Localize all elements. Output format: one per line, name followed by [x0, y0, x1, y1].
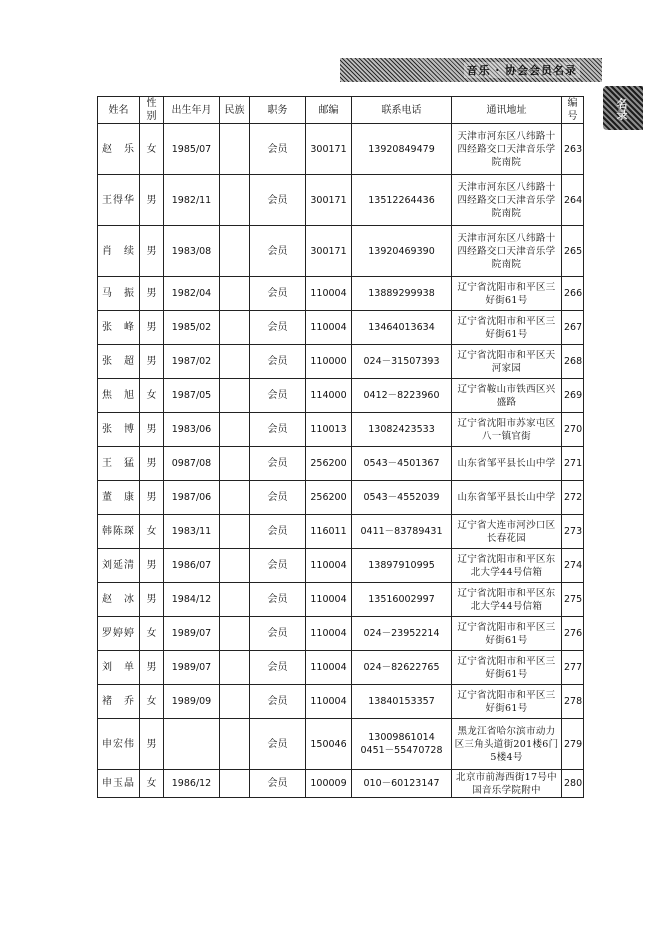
cell-name: 刘延清 — [98, 549, 140, 583]
cell-number: 272 — [562, 481, 584, 515]
cell-birth: 0987/08 — [164, 447, 220, 481]
cell-birth: 1987/02 — [164, 345, 220, 379]
table-row — [98, 549, 584, 583]
col-header-number: 编号 — [562, 97, 584, 124]
cell-ethnic — [220, 413, 250, 447]
col-header-gender: 性别 — [140, 97, 164, 124]
cell-phone: 024－82622765 — [352, 651, 452, 685]
cell-ethnic — [220, 345, 250, 379]
cell-gender: 男 — [140, 549, 164, 583]
cell-zip: 110004 — [306, 617, 352, 651]
cell-gender: 男 — [140, 413, 164, 447]
cell-zip: 110004 — [306, 583, 352, 617]
cell-ethnic — [220, 311, 250, 345]
cell-phone: 13516002997 — [352, 583, 452, 617]
cell-role: 会员 — [250, 617, 306, 651]
cell-phone: 010－60123147 — [352, 770, 452, 798]
cell-zip: 110004 — [306, 685, 352, 719]
cell-number: 265 — [562, 226, 584, 277]
table-row — [98, 311, 584, 345]
cell-birth — [164, 719, 220, 770]
cell-phone: 024－31507393 — [352, 345, 452, 379]
cell-birth: 1982/11 — [164, 175, 220, 226]
cell-phone: 13889299938 — [352, 277, 452, 311]
cell-number: 266 — [562, 277, 584, 311]
cell-birth: 1989/09 — [164, 685, 220, 719]
cell-gender: 男 — [140, 175, 164, 226]
cell-role: 会员 — [250, 413, 306, 447]
cell-phone: 024－23952214 — [352, 617, 452, 651]
page-header-band — [340, 58, 602, 82]
cell-birth: 1983/11 — [164, 515, 220, 549]
cell-address: 辽宁省沈阳市和平区三好街61号 — [452, 311, 562, 345]
cell-zip: 110000 — [306, 345, 352, 379]
cell-address: 天津市河东区八纬路十四经路交口天津音乐学院南院 — [452, 124, 562, 175]
cell-gender: 女 — [140, 379, 164, 413]
cell-number: 279 — [562, 719, 584, 770]
cell-ethnic — [220, 583, 250, 617]
cell-ethnic — [220, 379, 250, 413]
cell-name: 申玉晶 — [98, 770, 140, 798]
cell-number: 263 — [562, 124, 584, 175]
cell-birth: 1984/12 — [164, 583, 220, 617]
cell-role: 会员 — [250, 583, 306, 617]
cell-gender: 男 — [140, 226, 164, 277]
cell-zip: 110004 — [306, 311, 352, 345]
cell-number: 275 — [562, 583, 584, 617]
cell-address: 辽宁省大连市河沙口区长春花园 — [452, 515, 562, 549]
cell-ethnic — [220, 447, 250, 481]
cell-name: 刘 单 — [98, 651, 140, 685]
cell-birth: 1989/07 — [164, 651, 220, 685]
cell-phone: 13920469390 — [352, 226, 452, 277]
cell-number: 274 — [562, 549, 584, 583]
cell-name: 罗婷婷 — [98, 617, 140, 651]
cell-name: 赵 乐 — [98, 124, 140, 175]
cell-zip: 100009 — [306, 770, 352, 798]
cell-gender: 男 — [140, 447, 164, 481]
cell-ethnic — [220, 685, 250, 719]
cell-name: 王 猛 — [98, 447, 140, 481]
cell-number: 269 — [562, 379, 584, 413]
cell-gender: 男 — [140, 583, 164, 617]
cell-ethnic — [220, 226, 250, 277]
cell-phone: 13082423533 — [352, 413, 452, 447]
cell-name: 申宏伟 — [98, 719, 140, 770]
cell-number: 278 — [562, 685, 584, 719]
cell-birth: 1987/06 — [164, 481, 220, 515]
table-row — [98, 617, 584, 651]
cell-birth: 1985/02 — [164, 311, 220, 345]
cell-ethnic — [220, 770, 250, 798]
cell-number: 276 — [562, 617, 584, 651]
cell-birth: 1982/04 — [164, 277, 220, 311]
table-row — [98, 226, 584, 277]
cell-role: 会员 — [250, 447, 306, 481]
cell-phone: 0543－4501367 — [352, 447, 452, 481]
cell-ethnic — [220, 124, 250, 175]
cell-name: 焦 旭 — [98, 379, 140, 413]
cell-name: 韩陈琛 — [98, 515, 140, 549]
cell-gender: 女 — [140, 515, 164, 549]
cell-name: 董 康 — [98, 481, 140, 515]
cell-gender: 男 — [140, 311, 164, 345]
col-header-phone: 联系电话 — [352, 97, 452, 124]
side-thumb-tab — [603, 86, 643, 130]
cell-role: 会员 — [250, 549, 306, 583]
cell-role: 会员 — [250, 311, 306, 345]
cell-address: 天津市河东区八纬路十四经路交口天津音乐学院南院 — [452, 226, 562, 277]
cell-phone: 0412－8223960 — [352, 379, 452, 413]
cell-gender: 女 — [140, 617, 164, 651]
cell-ethnic — [220, 651, 250, 685]
table-row — [98, 345, 584, 379]
cell-zip: 256200 — [306, 481, 352, 515]
cell-name: 褚 乔 — [98, 685, 140, 719]
table-row — [98, 770, 584, 798]
cell-address: 辽宁省沈阳市和平区三好街61号 — [452, 277, 562, 311]
cell-number: 268 — [562, 345, 584, 379]
table-row — [98, 277, 584, 311]
cell-number: 277 — [562, 651, 584, 685]
cell-gender: 男 — [140, 481, 164, 515]
cell-role: 会员 — [250, 345, 306, 379]
cell-phone: 13009861014 0451－55470728 — [352, 719, 452, 770]
cell-name: 王得华 — [98, 175, 140, 226]
cell-zip: 150046 — [306, 719, 352, 770]
cell-gender: 男 — [140, 345, 164, 379]
cell-zip: 116011 — [306, 515, 352, 549]
cell-zip: 300171 — [306, 226, 352, 277]
cell-address: 山东省邹平县长山中学 — [452, 447, 562, 481]
side-tab-text: 名录 — [615, 98, 628, 120]
cell-birth: 1983/06 — [164, 413, 220, 447]
cell-number: 273 — [562, 515, 584, 549]
cell-zip: 300171 — [306, 175, 352, 226]
cell-address: 辽宁省沈阳市苏家屯区八一镇官街 — [452, 413, 562, 447]
cell-name: 肖 续 — [98, 226, 140, 277]
cell-birth: 1987/05 — [164, 379, 220, 413]
cell-role: 会员 — [250, 175, 306, 226]
cell-address: 辽宁省沈阳市和平区三好街61号 — [452, 651, 562, 685]
cell-number: 264 — [562, 175, 584, 226]
table-row — [98, 685, 584, 719]
cell-role: 会员 — [250, 685, 306, 719]
cell-zip: 110004 — [306, 549, 352, 583]
col-header-ethnic: 民族 — [220, 97, 250, 124]
cell-birth: 1989/07 — [164, 617, 220, 651]
cell-number: 280 — [562, 770, 584, 798]
table-row — [98, 175, 584, 226]
cell-address: 辽宁省沈阳市和平区三好街61号 — [452, 685, 562, 719]
table-row — [98, 583, 584, 617]
cell-role: 会员 — [250, 651, 306, 685]
cell-address: 辽宁省沈阳市和平区东北大学44号信箱 — [452, 583, 562, 617]
cell-ethnic — [220, 277, 250, 311]
col-header-address: 通讯地址 — [452, 97, 562, 124]
cell-number: 271 — [562, 447, 584, 481]
cell-birth: 1986/12 — [164, 770, 220, 798]
cell-phone: 13512264436 — [352, 175, 452, 226]
cell-role: 会员 — [250, 379, 306, 413]
member-roster-table — [97, 96, 584, 798]
cell-role: 会员 — [250, 226, 306, 277]
table-row — [98, 719, 584, 770]
cell-address: 黑龙江省哈尔滨市动力区三角头道街201楼6门5楼4号 — [452, 719, 562, 770]
table-row — [98, 651, 584, 685]
cell-phone: 0411－83789431 — [352, 515, 452, 549]
cell-phone: 13840153357 — [352, 685, 452, 719]
header-band-text: 音乐 · 协会会员名录 — [464, 62, 581, 78]
cell-address: 山东省邹平县长山中学 — [452, 481, 562, 515]
cell-role: 会员 — [250, 719, 306, 770]
cell-name: 赵 冰 — [98, 583, 140, 617]
cell-zip: 110004 — [306, 277, 352, 311]
col-header-zip: 邮编 — [306, 97, 352, 124]
cell-role: 会员 — [250, 770, 306, 798]
cell-ethnic — [220, 481, 250, 515]
cell-role: 会员 — [250, 481, 306, 515]
cell-address: 辽宁省鞍山市铁西区兴盛路 — [452, 379, 562, 413]
cell-address: 辽宁省沈阳市和平区天河家园 — [452, 345, 562, 379]
cell-zip: 110013 — [306, 413, 352, 447]
col-header-name: 姓名 — [98, 97, 140, 124]
cell-phone: 13464013634 — [352, 311, 452, 345]
table-row — [98, 447, 584, 481]
cell-ethnic — [220, 515, 250, 549]
cell-ethnic — [220, 719, 250, 770]
cell-gender: 女 — [140, 770, 164, 798]
cell-zip: 256200 — [306, 447, 352, 481]
cell-gender: 男 — [140, 277, 164, 311]
cell-address: 天津市河东区八纬路十四经路交口天津音乐学院南院 — [452, 175, 562, 226]
col-header-birth: 出生年月 — [164, 97, 220, 124]
table-row — [98, 515, 584, 549]
cell-zip: 114000 — [306, 379, 352, 413]
table-row — [98, 124, 584, 175]
cell-birth: 1983/08 — [164, 226, 220, 277]
cell-ethnic — [220, 549, 250, 583]
table-row — [98, 379, 584, 413]
cell-address: 辽宁省沈阳市和平区三好街61号 — [452, 617, 562, 651]
cell-address: 辽宁省沈阳市和平区东北大学44号信箱 — [452, 549, 562, 583]
cell-name: 张 博 — [98, 413, 140, 447]
cell-gender: 男 — [140, 719, 164, 770]
cell-role: 会员 — [250, 515, 306, 549]
cell-role: 会员 — [250, 124, 306, 175]
table-row — [98, 481, 584, 515]
cell-number: 267 — [562, 311, 584, 345]
cell-name: 张 峰 — [98, 311, 140, 345]
cell-role: 会员 — [250, 277, 306, 311]
cell-name: 马 振 — [98, 277, 140, 311]
cell-address: 北京市前海西街17号中国音乐学院附中 — [452, 770, 562, 798]
cell-gender: 女 — [140, 685, 164, 719]
cell-number: 270 — [562, 413, 584, 447]
cell-zip: 300171 — [306, 124, 352, 175]
cell-ethnic — [220, 175, 250, 226]
cell-name: 张 超 — [98, 345, 140, 379]
cell-birth: 1985/07 — [164, 124, 220, 175]
table-header-row — [98, 97, 584, 124]
cell-gender: 女 — [140, 124, 164, 175]
cell-gender: 男 — [140, 651, 164, 685]
cell-phone: 0543－4552039 — [352, 481, 452, 515]
col-header-role: 职务 — [250, 97, 306, 124]
cell-zip: 110004 — [306, 651, 352, 685]
cell-ethnic — [220, 617, 250, 651]
cell-phone: 13920849479 — [352, 124, 452, 175]
table-row — [98, 413, 584, 447]
cell-phone: 13897910995 — [352, 549, 452, 583]
cell-birth: 1986/07 — [164, 549, 220, 583]
